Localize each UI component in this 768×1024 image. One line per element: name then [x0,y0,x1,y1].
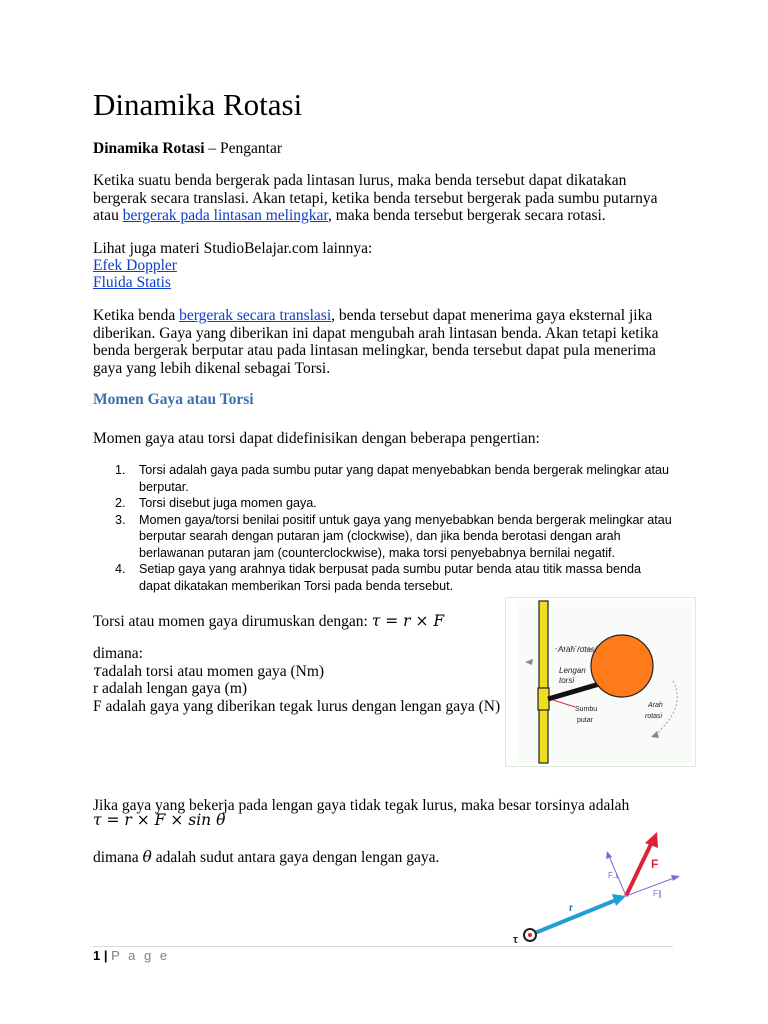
force-par-arrowhead [671,875,680,881]
where-block [93,645,503,715]
theta-symbol: θ [142,848,152,866]
list-text: Torsi adalah gaya pada sumbu putar yang dapat menyebabkan benda bergerak melingkar atau berputar. [139,463,669,494]
where-line-f: F adalah gaya yang diberikan tegak lurus dengan lengan gaya (N) [93,697,501,715]
link-efek-doppler[interactable]: Efek Doppler [93,257,177,274]
where-label: dimana: [93,645,143,662]
definition-intro: Momen gaya atau torsi dapat didefinisikan dengan beberapa pengertian: [93,430,540,447]
formula-intro: Torsi atau momen gaya dirumuskan dengan: [93,613,372,630]
label-putar: putar [577,717,593,724]
list-number: 1. [115,463,126,477]
intro-line [93,140,673,158]
lever-arm-arrowhead [612,894,626,906]
label-rotasi: rotasi [645,713,663,720]
section-heading: Momen Gaya atau Torsi [93,391,254,408]
link-fluida-statis[interactable]: Fluida Statis [93,274,171,291]
paragraph-2-text-end: , benda tersebut dapat menerima gaya eksternal jika diberikan. Gaya yang diberikan ini dapat mengubah arah lintasan benda. Akan tetapi ketika benda bergerak berputar atau pada lintasan melingkar, benda tersebut dapat pula menerima gaya yang lebih dikenal sebagai Torsi. [93,307,659,377]
definition-list [93,462,673,594]
list-item [93,512,673,562]
paragraph-1-text-end: , maka benda tersebut bergerak secara rotasi. [327,207,606,224]
intro-bold: Dinamika Rotasi [93,140,205,157]
paragraph-2 [93,307,673,377]
tau-symbol: τ [93,661,102,680]
list-item [93,495,673,512]
angle-pre: dimana [93,849,143,866]
formula-line [93,613,493,631]
paragraph-2-text: Ketika benda [93,307,180,324]
label-torsi: torsi [559,676,575,685]
lever-arm-vector [530,900,616,935]
see-also-label: Lihat juga materi StudioBelajar.com lainnya: [93,240,373,257]
list-item [93,561,673,594]
label-sumbu: Sumbu [575,706,598,713]
list-text: Torsi disebut juga momen gaya. [139,496,317,510]
force-vector-diagram [508,828,688,946]
intro-rest: – Pengantar [204,140,283,157]
nonperp-text: Jika gaya yang bekerja pada lengan gaya tidak tegak lurus, maka besar torsinya adalah [93,797,630,814]
torque-rod-diagram [505,597,696,767]
paragraph-1 [93,172,673,225]
where-line-r: r adalah lengan gaya (m) [93,680,248,697]
list-item [93,462,673,495]
force-perp-arrowhead [606,851,612,859]
angle-post: adalah sudut antara gaya dengan lengan gaya. [151,849,440,866]
label-f-parallel: F∥ [653,889,662,898]
where-line-tau [93,663,503,681]
list-number: 2. [115,496,126,510]
label-arah-rotasi: Arah rotasi [558,645,597,654]
page-title: Dinamika Rotasi [93,87,303,122]
torque-formula: τ = r × F [371,612,445,630]
list-text: Setiap gaya yang arahnya tidak berpusat pada sumbu putar benda atau titik massa benda dapat dikatakan memberikan Torsi pada benda tersebut. [139,562,641,593]
where-text: adalah torsi atau momen gaya (Nm) [101,662,325,680]
pivot-block [538,688,549,710]
list-number: 3. [115,512,126,527]
footer-separator: | [100,948,112,963]
footer-divider [93,946,673,947]
page-footer [93,948,170,963]
rotating-mass [591,635,653,697]
paragraph-1-text: Ketika suatu benda bergerak pada lintasan lurus, maka benda tersebut dapat dikatakan bergerak secara translasi. Akan tetapi, ketika benda tersebut bergerak pada sumbu putarnya atau [93,172,658,224]
link-lintasan-melingkar[interactable]: bergerak pada lintasan melingkar [122,207,328,224]
label-tau: τ [513,934,518,946]
label-f-perp: F⊥ [608,871,620,880]
label-f: F [651,857,659,871]
pivot-center [528,933,532,937]
page-number: 1 [93,948,101,963]
page-label: P a g e [111,948,170,963]
angle-line [93,849,513,867]
label-lengan: Lengan [559,666,586,675]
label-arah: Arah [648,702,663,709]
label-r: r [569,903,573,914]
rotation-axis-rod [539,601,548,763]
list-number: 4. [115,562,126,576]
nonperp-formula: τ = r × F × sin θ [93,811,226,829]
link-translasi[interactable]: bergerak secara translasi [179,307,332,324]
list-text: Momen gaya/torsi benilai positif untuk gaya yang menyebabkan benda bergerak melingkar atau berputar searah dengan putaran jam (clockwise), dan jika benda berotasi dengan arah berlawanan putaran jam (counterclockwise), maka torsi penyebabnya bernilai negatif. [139,512,672,560]
